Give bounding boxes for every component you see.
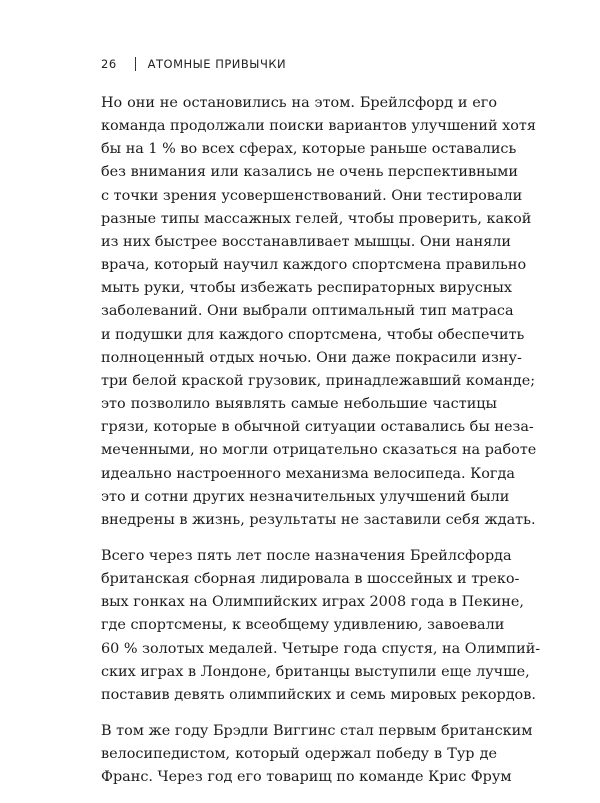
text-line: В том же году Брэдли Виггинс стал первым британским <box>101 723 533 740</box>
text-line: это позволило выявлять самые небольшие частицы <box>101 396 497 413</box>
text-line: с точки зрения усовершенствований. Они тестировали <box>101 187 523 204</box>
text-line: заболеваний. Они выбрали оптимальный тип матраса <box>101 303 514 320</box>
text-line: велосипедистом, который одержал победу в Тур де <box>101 746 497 763</box>
text-line: меченными, но могли отрицательно сказаться на работе <box>101 442 537 459</box>
paragraph-1 <box>101 92 537 532</box>
running-header <box>101 57 286 71</box>
text-line: Но они не остановились на этом. Брейлсфорд и его <box>101 95 497 111</box>
text-line: поставив девять олимпийских и семь мировых рекордов. <box>101 686 536 703</box>
paragraph-2 <box>101 545 541 707</box>
text-line: три белой краской грузовик, принадлежавший команде; <box>101 372 536 389</box>
body-text <box>101 92 541 803</box>
text-line: британская сборная лидировала в шоссейных и треко- <box>101 571 520 588</box>
text-line: идеально настроенного механизма велосипеда. Когда <box>101 465 515 482</box>
text-line: Всего через пять лет после назначения Брейлсфорда <box>101 547 512 564</box>
text-line: 60 % золотых медалей. Четыре года спустя, на Олимпий- <box>101 640 541 657</box>
header-separator <box>135 57 136 71</box>
text-line: полноценный отдых ночью. Они даже покрасили изну- <box>101 349 522 366</box>
text-line: и подушки для каждого спортсмена, чтобы обеспечить <box>101 326 525 343</box>
text-line: мыть руки, чтобы избежать респираторных вирусных <box>101 280 512 297</box>
text-line: бы на 1 % во всех сферах, которые раньше оставались <box>101 141 517 158</box>
text-line: вых гонках на Олимпийских играх 2008 года в Пекине, <box>101 594 524 611</box>
text-line: ских играх в Лондоне, британцы выступили еще лучше, <box>101 663 530 680</box>
page-number: 26 <box>101 57 117 71</box>
text-line: грязи, которые в обычной ситуации оставались бы неза- <box>101 419 534 436</box>
text-line: без внимания или казались не очень перспективными <box>101 164 518 181</box>
text-line: разные типы массажных гелей, чтобы проверить, какой <box>101 210 532 227</box>
text-line: где спортсмены, к всеобщему удивлению, завоевали <box>101 617 505 634</box>
text-line: команда продолжали поиски вариантов улучшений хотя <box>101 118 536 135</box>
text-line: из них быстрее восстанавливает мышцы. Они наняли <box>101 233 512 250</box>
text-line: врача, который научил каждого спортсмена правильно <box>101 257 527 274</box>
book-title: АТОМНЫЕ ПРИВЫЧКИ <box>147 57 287 71</box>
text-line: Франс. Через год его товарищ по команде Крис Фрум <box>101 769 512 786</box>
paragraph-3 <box>101 720 533 789</box>
text-line: это и сотни других незначительных улучшений были <box>101 488 510 505</box>
text-line: внедрены в жизнь, результаты не заставили себя ждать. <box>101 511 536 528</box>
